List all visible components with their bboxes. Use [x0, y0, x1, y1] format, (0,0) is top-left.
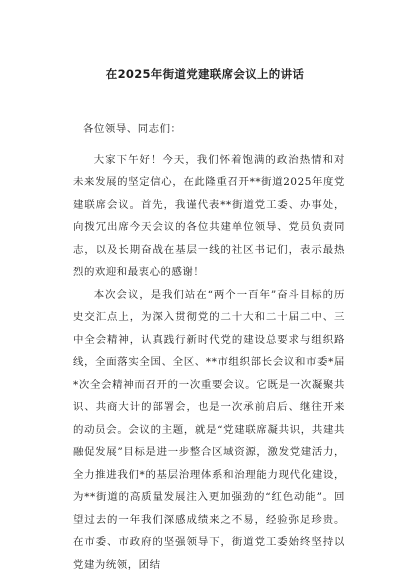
paragraph-welcome: 大家下午好！今天，我们怀着饱满的政治热情和对未来发展的坚定信心，在此隆重召开**街道2025年度党建联席会议。首先，我谨代表**街道党工委、办事处，向拨冗出席今天会议的各位共建单位领导、党员负责同志，以及长期奋战在基层一线的社区书记们，表示最热烈的欢迎和最衷心的感谢！ — [73, 153, 345, 278]
paragraph-meeting-purpose: 本次会议，是我们站在“两个一百年”奋斗目标的历史交汇点上，为深入贯彻党的二十大和二十届二中、三中全会精神，认真践行新时代党的建设总要求与组织路线，全面落实全国、全区、**市组织部长会议和市委*届*次全会精神而召开的一次重要会议。它既是一次凝聚共识、共商大计的部署会，也是一次承前启后、继往开来的动员会。会议的主题，就是“党建联席凝共识，共建共融促发展”目标是进一步整合区域资源，激发党建活力，全力推进我们*的基层治理体系和治理能力现代化建设，为**街道的高质量发展注入更加强劲的“红色动能”。回望过去的一年我们深感成绩来之不易，经验弥足珍贵。在市委、市政府的坚强领导下，街道党工委始终坚持以党建为统领，团结 — [73, 288, 345, 571]
document-body — [73, 118, 345, 576]
document-title: 在2025年街道党建联席会议上的讲话 — [105, 67, 305, 81]
salutation: 各位领导、同志们： — [83, 123, 182, 135]
